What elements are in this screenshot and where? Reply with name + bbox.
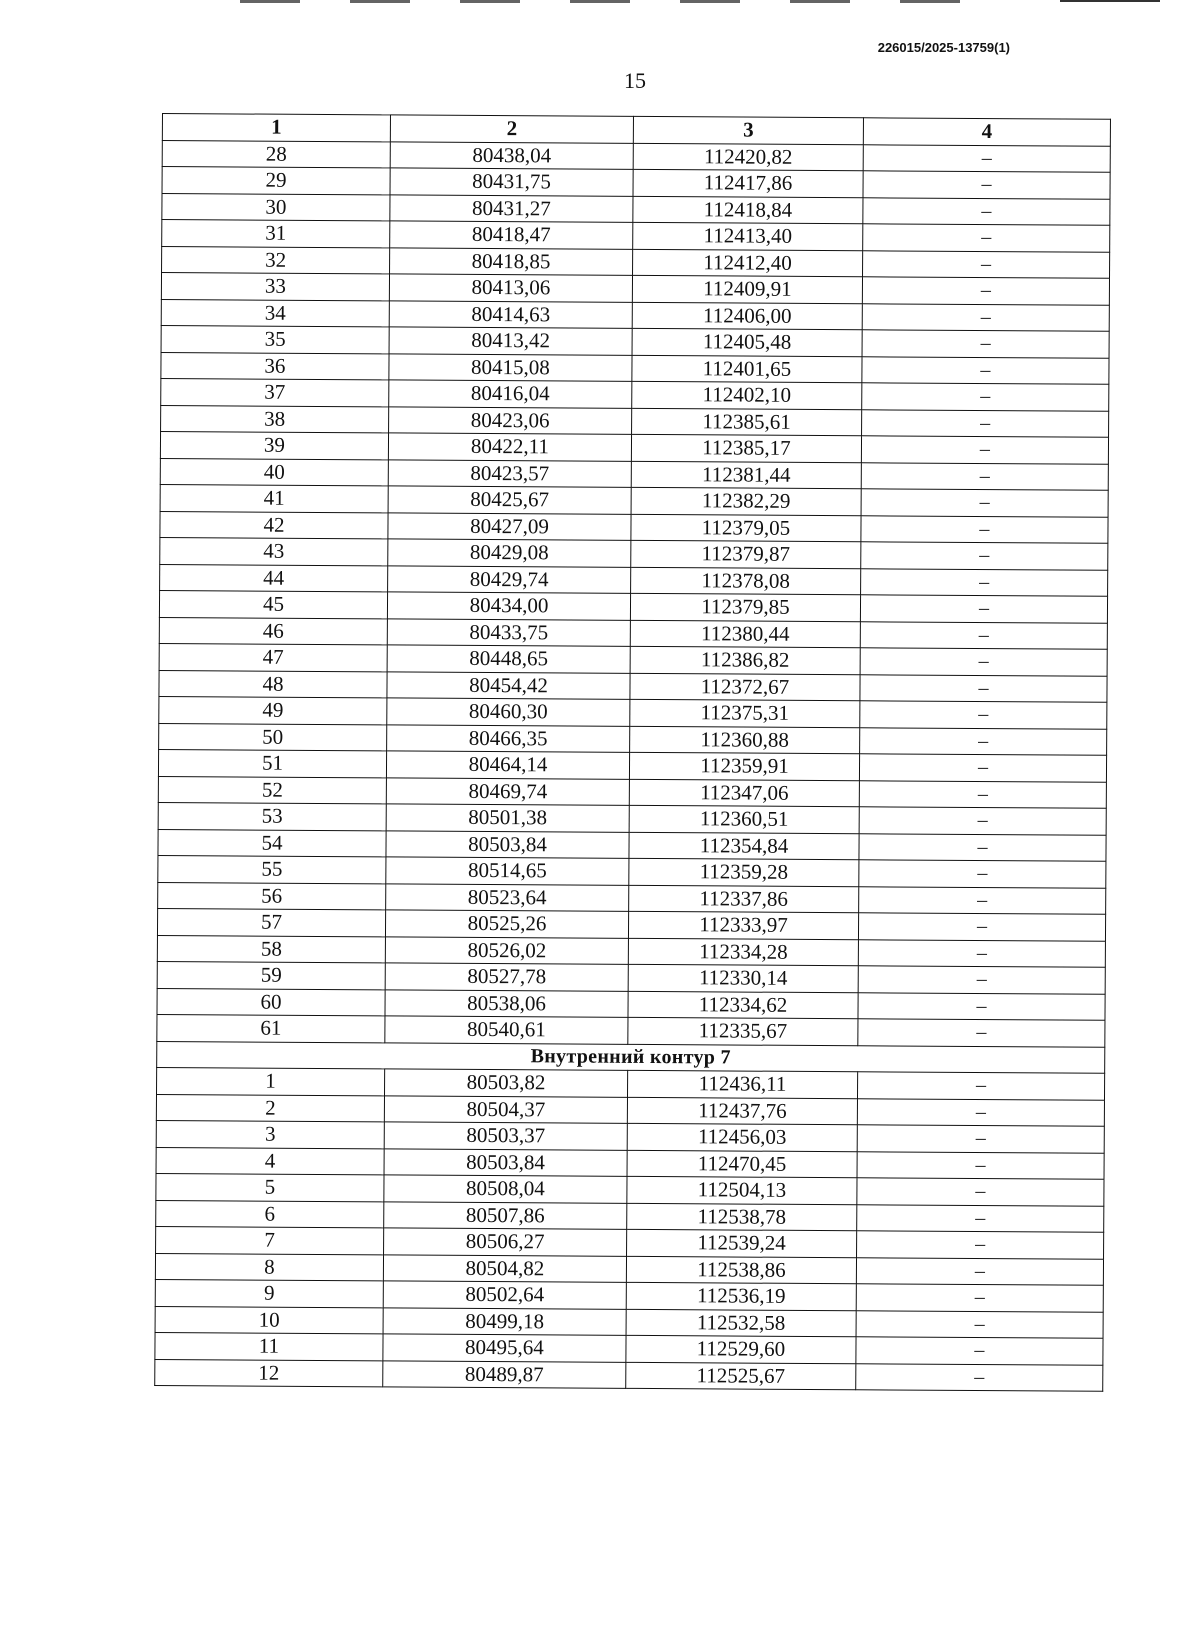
point-number-cell: 35: [161, 325, 389, 353]
point-number-cell: 9: [155, 1279, 383, 1307]
point-number-cell: 34: [161, 299, 389, 327]
note-cell: –: [856, 1363, 1103, 1391]
point-number-cell: 28: [162, 140, 390, 168]
point-number-cell: 7: [156, 1226, 384, 1254]
y-coordinate-cell: 112529,60: [626, 1335, 856, 1363]
x-coordinate-cell: 80514,65: [386, 857, 629, 885]
note-cell: –: [857, 1072, 1104, 1100]
point-number-cell: 36: [161, 352, 389, 380]
note-cell: –: [858, 1019, 1105, 1047]
point-number-cell: 55: [158, 855, 386, 883]
point-number-cell: 4: [156, 1147, 384, 1175]
y-coordinate-cell: 112359,91: [629, 752, 859, 780]
y-coordinate-cell: 112354,84: [629, 832, 859, 860]
x-coordinate-cell: 80502,64: [383, 1281, 626, 1309]
y-coordinate-cell: 112437,76: [627, 1097, 857, 1125]
x-coordinate-cell: 80438,04: [390, 141, 633, 169]
note-cell: –: [862, 277, 1109, 305]
note-cell: –: [863, 171, 1110, 199]
note-cell: –: [861, 568, 1108, 596]
y-coordinate-cell: 112385,61: [632, 408, 862, 436]
point-number-cell: 32: [162, 246, 390, 274]
note-cell: –: [860, 595, 1107, 623]
x-coordinate-cell: 80507,86: [384, 1201, 627, 1229]
x-coordinate-cell: 80503,84: [384, 1148, 627, 1176]
point-number-cell: 54: [158, 829, 386, 857]
note-cell: –: [858, 939, 1105, 967]
y-coordinate-cell: 112380,44: [630, 620, 860, 648]
x-coordinate-cell: 80523,64: [386, 883, 629, 911]
x-coordinate-cell: 80433,75: [387, 618, 630, 646]
note-cell: –: [862, 356, 1109, 384]
x-coordinate-cell: 80540,61: [385, 1016, 628, 1044]
note-cell: –: [863, 144, 1110, 172]
x-coordinate-cell: 80501,38: [386, 804, 629, 832]
point-number-cell: 1: [157, 1067, 385, 1095]
note-cell: –: [861, 436, 1108, 464]
x-coordinate-cell: 80429,74: [388, 565, 631, 593]
y-coordinate-cell: 112375,31: [630, 699, 860, 727]
note-cell: –: [860, 621, 1107, 649]
point-number-cell: 37: [161, 378, 389, 406]
y-coordinate-cell: 112418,84: [633, 196, 863, 224]
x-coordinate-cell: 80415,08: [389, 353, 632, 381]
note-cell: –: [862, 303, 1109, 331]
y-coordinate-cell: 112347,06: [629, 779, 859, 807]
x-coordinate-cell: 80504,37: [384, 1095, 627, 1123]
y-coordinate-cell: 112401,65: [632, 355, 862, 383]
note-cell: –: [863, 197, 1110, 225]
x-coordinate-cell: 80454,42: [387, 671, 630, 699]
note-cell: –: [857, 1178, 1104, 1206]
y-coordinate-cell: 112359,28: [629, 858, 859, 886]
note-cell: –: [859, 833, 1106, 861]
note-cell: –: [856, 1257, 1103, 1285]
point-number-cell: 11: [155, 1332, 383, 1360]
note-cell: –: [859, 886, 1106, 914]
y-coordinate-cell: 112470,45: [627, 1150, 857, 1178]
scan-top-edge: [240, 0, 960, 3]
y-coordinate-cell: 112402,10: [632, 381, 862, 409]
x-coordinate-cell: 80413,42: [389, 327, 632, 355]
point-number-cell: 30: [162, 193, 390, 221]
x-coordinate-cell: 80423,57: [388, 459, 631, 487]
point-number-cell: 44: [160, 564, 388, 592]
y-coordinate-cell: 112525,67: [626, 1362, 856, 1390]
x-coordinate-cell: 80429,08: [388, 539, 631, 567]
x-coordinate-cell: 80508,04: [384, 1175, 627, 1203]
x-coordinate-cell: 80489,87: [383, 1360, 626, 1388]
note-cell: –: [857, 1204, 1104, 1232]
column-header: 1: [162, 114, 390, 142]
table-body: [157, 140, 1110, 1047]
note-cell: –: [859, 807, 1106, 835]
x-coordinate-cell: 80503,84: [386, 830, 629, 858]
y-coordinate-cell: 112378,08: [631, 567, 861, 595]
point-number-cell: 38: [161, 405, 389, 433]
x-coordinate-cell: 80503,37: [384, 1122, 627, 1150]
point-number-cell: 48: [159, 670, 387, 698]
note-cell: –: [860, 674, 1107, 702]
y-coordinate-cell: 112379,85: [630, 593, 860, 621]
y-coordinate-cell: 112417,86: [633, 169, 863, 197]
note-cell: –: [856, 1310, 1103, 1338]
y-coordinate-cell: 112381,44: [631, 461, 861, 489]
point-number-cell: 6: [156, 1200, 384, 1228]
x-coordinate-cell: 80506,27: [384, 1228, 627, 1256]
note-cell: –: [858, 913, 1105, 941]
point-number-cell: 51: [158, 749, 386, 777]
point-number-cell: 3: [156, 1120, 384, 1148]
note-cell: –: [860, 701, 1107, 729]
y-coordinate-cell: 112335,67: [628, 1017, 858, 1045]
x-coordinate-cell: 80414,63: [389, 300, 632, 328]
x-coordinate-cell: 80538,06: [385, 989, 628, 1017]
point-number-cell: 41: [160, 484, 388, 512]
point-number-cell: 39: [160, 431, 388, 459]
point-number-cell: 60: [157, 988, 385, 1016]
y-coordinate-cell: 112409,91: [632, 275, 862, 303]
point-number-cell: 47: [159, 643, 387, 671]
point-number-cell: 8: [155, 1253, 383, 1281]
x-coordinate-cell: 80413,06: [389, 274, 632, 302]
x-coordinate-cell: 80464,14: [386, 751, 629, 779]
contour-title: Внутренний контур 7: [157, 1041, 1105, 1073]
note-cell: –: [859, 860, 1106, 888]
point-number-cell: 10: [155, 1306, 383, 1334]
y-coordinate-cell: 112330,14: [628, 964, 858, 992]
note-cell: –: [860, 648, 1107, 676]
note-cell: –: [857, 1098, 1104, 1126]
note-cell: –: [856, 1284, 1103, 1312]
y-coordinate-cell: 112504,13: [627, 1176, 857, 1204]
point-number-cell: 49: [159, 696, 387, 724]
y-coordinate-cell: 112436,11: [627, 1070, 857, 1098]
point-number-cell: 40: [160, 458, 388, 486]
y-coordinate-cell: 112405,48: [632, 328, 862, 356]
column-header: 4: [863, 118, 1110, 146]
point-number-cell: 53: [158, 802, 386, 830]
x-coordinate-cell: 80503,82: [385, 1069, 628, 1097]
y-coordinate-cell: 112334,28: [628, 938, 858, 966]
x-coordinate-cell: 80525,26: [385, 910, 628, 938]
x-coordinate-cell: 80418,85: [390, 247, 633, 275]
y-coordinate-cell: 112412,40: [633, 249, 863, 277]
x-coordinate-cell: 80425,67: [388, 486, 631, 514]
note-cell: –: [858, 992, 1105, 1020]
y-coordinate-cell: 112360,51: [629, 805, 859, 833]
x-coordinate-cell: 80434,00: [387, 592, 630, 620]
point-number-cell: 57: [157, 908, 385, 936]
y-coordinate-cell: 112386,82: [630, 646, 860, 674]
note-cell: –: [857, 1231, 1104, 1259]
x-coordinate-cell: 80460,30: [387, 698, 630, 726]
point-number-cell: 33: [161, 273, 389, 301]
y-coordinate-cell: 112337,86: [629, 885, 859, 913]
note-cell: –: [857, 1125, 1104, 1153]
note-cell: –: [862, 409, 1109, 437]
note-cell: –: [856, 1337, 1103, 1365]
x-coordinate-cell: 80431,27: [390, 194, 633, 222]
note-cell: –: [857, 1151, 1104, 1179]
note-cell: –: [859, 754, 1106, 782]
y-coordinate-cell: 112539,24: [627, 1229, 857, 1257]
x-coordinate-cell: 80416,04: [389, 380, 632, 408]
document-id: 226015/2025-13759(1): [877, 40, 1010, 55]
page-number: 15: [624, 68, 646, 93]
point-number-cell: 5: [156, 1173, 384, 1201]
y-coordinate-cell: 112456,03: [627, 1123, 857, 1151]
y-coordinate-cell: 112406,00: [632, 302, 862, 330]
y-coordinate-cell: 112333,97: [628, 911, 858, 939]
note-cell: –: [858, 966, 1105, 994]
point-number-cell: 29: [162, 167, 390, 195]
y-coordinate-cell: 112538,78: [627, 1203, 857, 1231]
x-coordinate-cell: 80495,64: [383, 1334, 626, 1362]
note-cell: –: [862, 383, 1109, 411]
point-number-cell: 31: [162, 220, 390, 248]
x-coordinate-cell: 80527,78: [385, 963, 628, 991]
point-number-cell: 59: [157, 961, 385, 989]
x-coordinate-cell: 80469,74: [386, 777, 629, 805]
scan-top-edge-right: [1060, 0, 1160, 2]
x-coordinate-cell: 80526,02: [385, 936, 628, 964]
y-coordinate-cell: 112379,05: [631, 514, 861, 542]
note-cell: –: [861, 489, 1108, 517]
contour-table-row: [155, 1359, 1103, 1391]
x-coordinate-cell: 80418,47: [390, 221, 633, 249]
y-coordinate-cell: 112334,62: [628, 991, 858, 1019]
y-coordinate-cell: 112360,88: [630, 726, 860, 754]
point-number-cell: 50: [159, 723, 387, 751]
point-number-cell: 46: [159, 617, 387, 645]
note-cell: –: [862, 330, 1109, 358]
coordinates-table: [154, 113, 1111, 1392]
x-coordinate-cell: 80504,82: [383, 1254, 626, 1282]
point-number-cell: 43: [160, 537, 388, 565]
x-coordinate-cell: 80422,11: [388, 433, 631, 461]
y-coordinate-cell: 112372,67: [630, 673, 860, 701]
note-cell: –: [861, 462, 1108, 490]
y-coordinate-cell: 112413,40: [633, 222, 863, 250]
x-coordinate-cell: 80448,65: [387, 645, 630, 673]
point-number-cell: 2: [156, 1094, 384, 1122]
y-coordinate-cell: 112536,19: [626, 1282, 856, 1310]
column-header: 2: [390, 115, 633, 143]
point-number-cell: 12: [155, 1359, 383, 1387]
note-cell: –: [863, 224, 1110, 252]
note-cell: –: [861, 515, 1108, 543]
point-number-cell: 52: [158, 776, 386, 804]
y-coordinate-cell: 112538,86: [626, 1256, 856, 1284]
note-cell: –: [861, 542, 1108, 570]
point-number-cell: 58: [157, 935, 385, 963]
x-coordinate-cell: 80423,06: [389, 406, 632, 434]
x-coordinate-cell: 80499,18: [383, 1307, 626, 1335]
y-coordinate-cell: 112382,29: [631, 487, 861, 515]
y-coordinate-cell: 112532,58: [626, 1309, 856, 1337]
point-number-cell: 42: [160, 511, 388, 539]
note-cell: –: [860, 727, 1107, 755]
note-cell: –: [863, 250, 1110, 278]
point-number-cell: 45: [159, 590, 387, 618]
x-coordinate-cell: 80431,75: [390, 168, 633, 196]
contour-table-body: [155, 1067, 1105, 1391]
y-coordinate-cell: 112379,87: [631, 540, 861, 568]
x-coordinate-cell: 80466,35: [387, 724, 630, 752]
point-number-cell: 56: [158, 882, 386, 910]
note-cell: –: [859, 780, 1106, 808]
y-coordinate-cell: 112420,82: [633, 143, 863, 171]
point-number-cell: 61: [157, 1014, 385, 1042]
y-coordinate-cell: 112385,17: [631, 434, 861, 462]
column-header: 3: [633, 116, 863, 144]
x-coordinate-cell: 80427,09: [388, 512, 631, 540]
